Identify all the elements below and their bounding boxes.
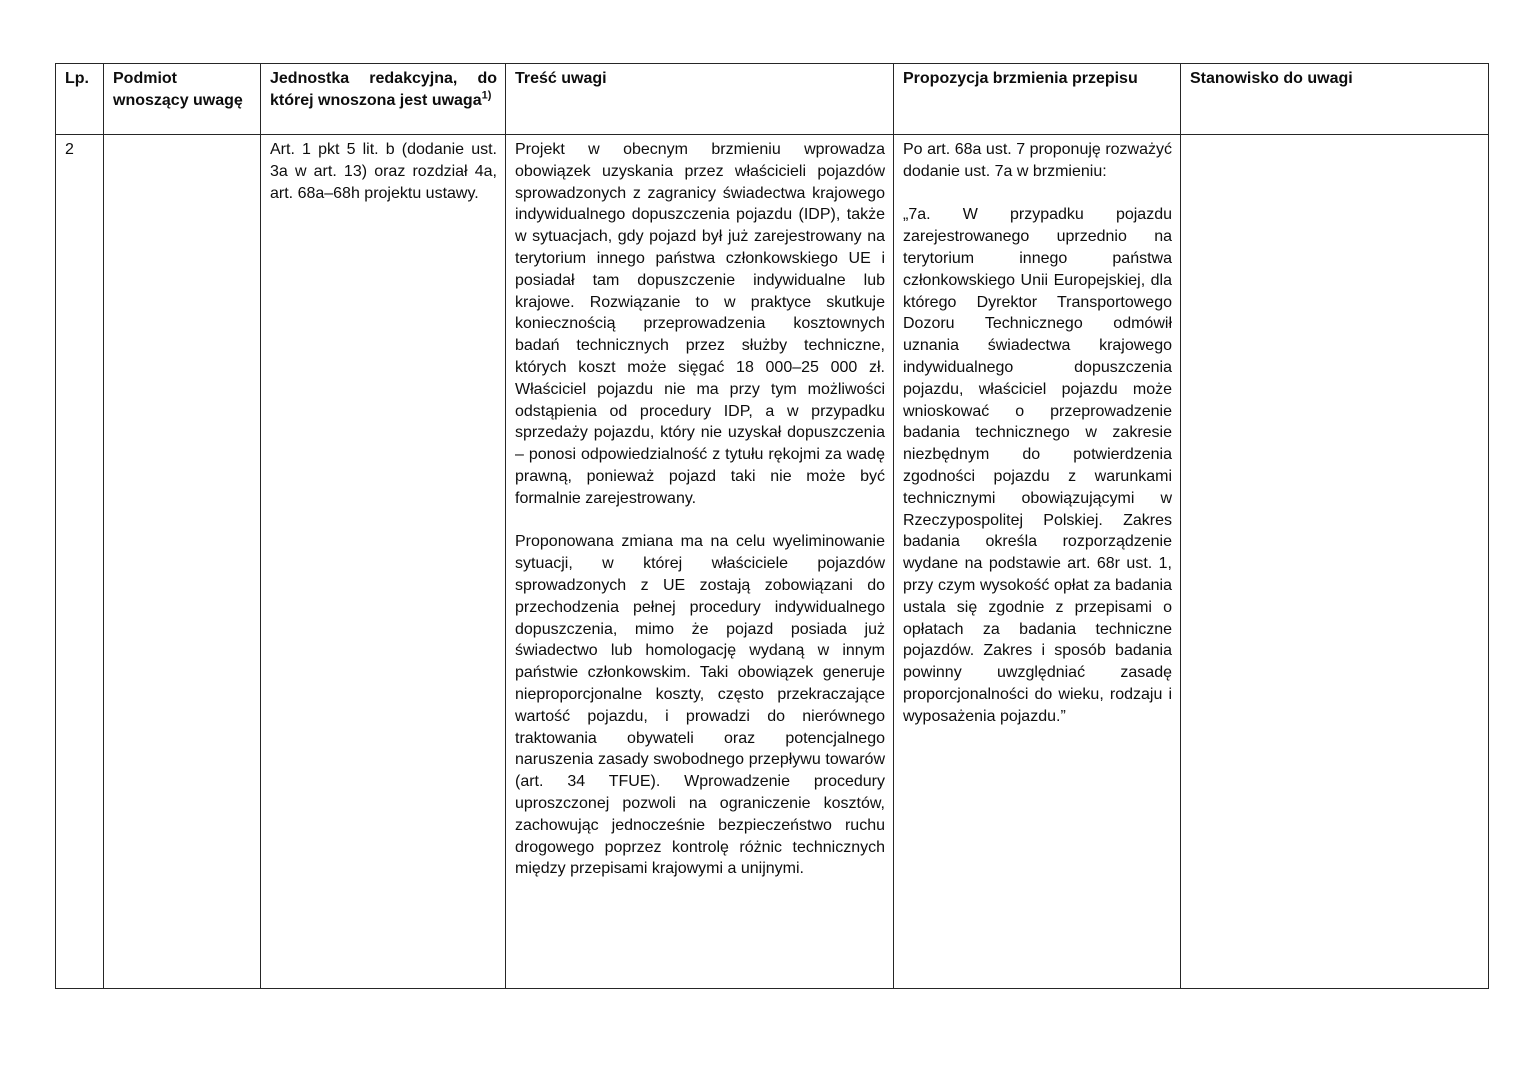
cell-propozycja: [894, 135, 1181, 989]
tresc-paragraph-1: Projekt w obecnym brzmieniu wprowadza obowiązek uzyskania przez właścicieli pojazdów sprowadzonych z zagranicy świadectwa krajowego indywidualnego dopuszczenia pojazdu (IDP), także w sytuacjach, gdy pojazd był już zarejestrowany na terytorium innego państwa członkowskiego UE i posiadał tam dopuszczenie indywidualne lub krajowe. Rozwiązanie to w praktyce skutkuje koniecznością przeprowadzenia kosztownych badań technicznych przez służby techniczne, których koszt może sięgać 18 000–25 000 zł. Właściciel pojazdu nie ma przy tym możliwości odstąpienia od procedury IDP, a w przypadku sprzedaży pojazdu, który nie uzyskał dopuszczenia – ponosi odpowiedzialność z tytułu rękojmi za wadę prawną, ponieważ pojazd taki nie może być formalnie zarejestrowany.: [515, 141, 885, 507]
cell-tresc: [506, 135, 894, 989]
cell-jednostka: Art. 1 pkt 5 lit. b (dodanie ust. 3a w art. 13) oraz rozdział 4a, art. 68a–68h projektu ustawy.: [261, 135, 506, 989]
header-tresc: Treść uwagi: [506, 64, 894, 135]
header-row: [56, 64, 1489, 135]
header-lp: Lp.: [56, 64, 104, 135]
header-propozycja: Propozycja brzmienia przepisu: [894, 64, 1181, 135]
comments-table: [55, 63, 1489, 989]
header-jednostka: [261, 64, 506, 135]
table-row: [56, 135, 1489, 989]
header-jednostka-label: Jednostka redakcyjna, do której wnoszona jest uwaga: [270, 70, 497, 109]
cell-stanowisko: [1181, 135, 1489, 989]
header-podmiot: Podmiot wnoszący uwagę: [104, 64, 261, 135]
footnote-ref-1: 1): [481, 89, 492, 102]
cell-lp: 2: [56, 135, 104, 989]
propozycja-paragraph-1: Po art. 68a ust. 7 proponuję rozważyć dodanie ust. 7a w brzmieniu:: [903, 141, 1172, 180]
header-stanowisko: Stanowisko do uwagi: [1181, 64, 1489, 135]
propozycja-paragraph-2: „7a. W przypadku pojazdu zarejestrowanego uprzednio na terytorium innego państwa członkowskiego Unii Europejskiej, dla którego Dyrektor Transportowego Dozoru Technicznego odmówił uznania świadectwa krajowego indywidualnego dopuszczenia pojazdu, właściciel pojazdu może wnioskować o przeprowadzenie badania technicznego w zakresie niezbędnym do potwierdzenia zgodności pojazdu z warunkami technicznymi obowiązującymi w Rzeczypospolitej Polskiej. Zakres badania określa rozporządzenie wydane na podstawie art. 68r ust. 1, przy czym wysokość opłat za badania ustala się zgodnie z przepisami o opłatach za badania techniczne pojazdów. Zakres i sposób badania powinny uwzględniać zasadę proporcjonalności do wieku, rodzaju i wyposażenia pojazdu.”: [903, 206, 1172, 725]
tresc-paragraph-2: Proponowana zmiana ma na celu wyeliminowanie sytuacji, w której właściciele pojazdów sprowadzonych z UE zostają zobowiązani do przechodzenia pełnej procedury indywidualnego dopuszczenia, mimo że pojazd posiada już świadectwo lub homologację wydaną w innym państwie członkowskim. Taki obowiązek generuje nieproporcjonalne koszty, często przekraczające wartość pojazdu, i prowadzi do nierównego traktowania obywateli oraz potencjalnego naruszenia zasady swobodnego przepływu towarów (art. 34 TFUE). Wprowadzenie procedury uproszczonej pozwoli na ograniczenie kosztów, zachowując jednocześnie bezpieczeństwo ruchu drogowego poprzez kontrolę różnic technicznych między przepisami krajowymi a unijnymi.: [515, 533, 885, 878]
cell-podmiot: [104, 135, 261, 989]
